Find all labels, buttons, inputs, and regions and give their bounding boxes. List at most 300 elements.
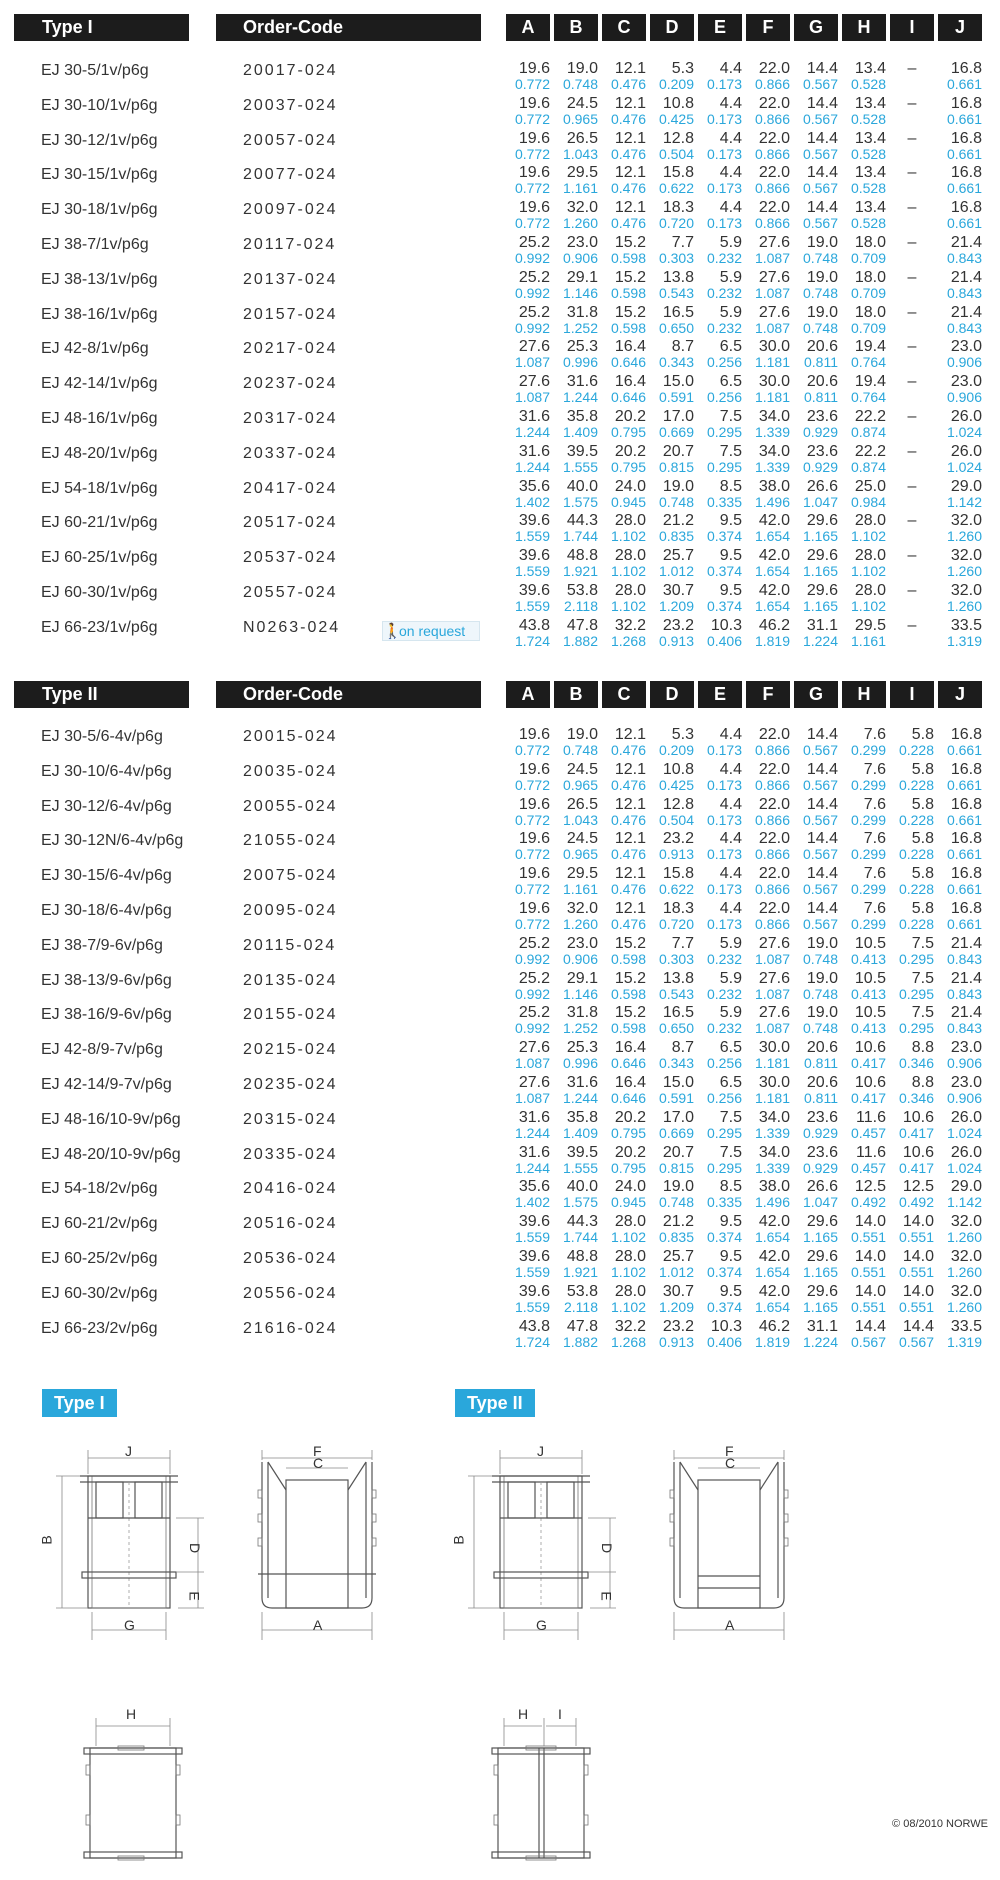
value-inch: 0.598 bbox=[610, 250, 646, 266]
value-mm: 19.6 bbox=[518, 129, 550, 147]
value-cell-g bbox=[794, 1145, 838, 1175]
value-mm: 28.0 bbox=[854, 547, 886, 565]
value-mm: 25.2 bbox=[518, 1004, 550, 1022]
value-cell-d bbox=[650, 797, 694, 827]
value-inch: 1.402 bbox=[514, 1194, 550, 1211]
value-inch: 0.772 bbox=[514, 742, 550, 758]
value-cell-c bbox=[602, 583, 646, 613]
value-inch: 0.295 bbox=[706, 458, 742, 475]
value-cell-g bbox=[794, 305, 838, 335]
value-cell-d bbox=[650, 305, 694, 335]
value-cell-i bbox=[890, 1214, 934, 1244]
value-cell-a bbox=[506, 479, 550, 509]
value-cell-h bbox=[842, 165, 886, 195]
value-cell-i bbox=[890, 270, 934, 300]
value-inch: 1.268 bbox=[610, 1333, 646, 1350]
value-cell-c bbox=[602, 165, 646, 195]
value-cell-a bbox=[506, 583, 550, 613]
value-inch: 0.748 bbox=[562, 76, 598, 92]
value-inch: 1.087 bbox=[754, 250, 790, 266]
type2-table-row bbox=[0, 1105, 1000, 1139]
value-mm: 15.0 bbox=[662, 1074, 694, 1091]
part-name: EJ 30-18/6-4v/p6g bbox=[41, 902, 172, 919]
value-cell-f bbox=[746, 797, 790, 827]
value-inch: 1.575 bbox=[562, 1194, 598, 1211]
value-mm: 31.6 bbox=[518, 408, 550, 425]
value-cell-b bbox=[554, 762, 598, 792]
value-cell-d bbox=[650, 200, 694, 230]
value-mm: 21.2 bbox=[662, 512, 694, 530]
value-cell-c bbox=[602, 971, 646, 1001]
type2-table-row bbox=[0, 931, 1000, 965]
value-mm: 25.0 bbox=[854, 477, 886, 495]
order-code: 20077-024 bbox=[243, 166, 338, 184]
value-cell-h bbox=[842, 583, 886, 613]
value-inch: 0.748 bbox=[802, 985, 838, 1002]
value-inch: 1.559 bbox=[514, 528, 550, 545]
value-cell-b bbox=[554, 409, 598, 439]
value-cell-b bbox=[554, 374, 598, 404]
value-cell-c bbox=[602, 548, 646, 578]
order-code: 20057-024 bbox=[243, 131, 338, 149]
value-mm: 22.0 bbox=[758, 830, 790, 848]
value-inch: 0.374 bbox=[706, 1264, 742, 1280]
value-cell-g bbox=[794, 1284, 838, 1314]
value-inch: 1.260 bbox=[946, 598, 982, 614]
value-cell-e bbox=[698, 866, 742, 896]
value-mm: 23.6 bbox=[806, 408, 838, 425]
value-inch: 0.906 bbox=[946, 1055, 982, 1072]
value-inch: 1.087 bbox=[754, 284, 790, 301]
value-inch: 1.496 bbox=[754, 493, 790, 510]
value-mm: 32.0 bbox=[950, 1282, 982, 1300]
value-mm: 25.2 bbox=[518, 934, 550, 952]
part-name: EJ 30-10/1v/p6g bbox=[41, 96, 158, 114]
value-inch: 0.929 bbox=[802, 1124, 838, 1141]
value-cell-i bbox=[890, 831, 934, 861]
value-inch: 1.402 bbox=[514, 493, 550, 510]
type2-table-row bbox=[0, 1174, 1000, 1211]
value-mm: 16.4 bbox=[614, 1074, 646, 1091]
value-inch: 0.709 bbox=[850, 319, 886, 336]
value-mm: 14.4 bbox=[806, 760, 838, 778]
value-inch: 0.551 bbox=[850, 1298, 886, 1315]
type2-col-header-j: J bbox=[938, 681, 982, 708]
value-inch: 0.232 bbox=[706, 284, 742, 301]
value-inch: 1.087 bbox=[754, 319, 790, 336]
value-cell-g bbox=[794, 200, 838, 230]
value-cell-e bbox=[698, 1075, 742, 1105]
value-mm: – bbox=[907, 164, 917, 182]
value-cell-g bbox=[794, 548, 838, 578]
value-mm: 31.6 bbox=[566, 1074, 598, 1091]
value-mm: 5.8 bbox=[911, 726, 934, 743]
type2-table-row bbox=[0, 1279, 1000, 1313]
value-cell-c bbox=[602, 409, 646, 439]
value-cell-h bbox=[842, 479, 886, 509]
value-mm: 10.8 bbox=[662, 760, 694, 778]
value-mm: 12.5 bbox=[902, 1178, 934, 1196]
value-inch: 0.992 bbox=[514, 1020, 550, 1037]
value-mm: 23.0 bbox=[950, 338, 982, 356]
value-mm: 29.5 bbox=[566, 865, 598, 883]
order-code: 20095-024 bbox=[243, 902, 338, 919]
part-name: EJ 42-14/1v/p6g bbox=[41, 375, 158, 393]
value-mm: 29.1 bbox=[566, 969, 598, 987]
value-mm: 14.4 bbox=[806, 900, 838, 917]
type1-order-code-header: Order-Code bbox=[216, 14, 481, 41]
value-mm: 5.8 bbox=[911, 795, 934, 813]
value-cell-c bbox=[602, 305, 646, 335]
value-inch: 0.622 bbox=[658, 881, 694, 898]
value-inch: 0.906 bbox=[946, 389, 982, 406]
value-mm: – bbox=[907, 582, 917, 599]
value-mm: 10.5 bbox=[854, 934, 886, 952]
value-inch: 0.591 bbox=[658, 1090, 694, 1106]
part-name: EJ 48-20/10-9v/p6g bbox=[41, 1145, 181, 1163]
value-cell-a bbox=[506, 513, 550, 543]
value-inch bbox=[890, 599, 934, 613]
value-inch: 0.906 bbox=[946, 354, 982, 371]
value-cell-b bbox=[554, 479, 598, 509]
value-mm: 5.8 bbox=[911, 830, 934, 848]
value-cell-f bbox=[746, 901, 790, 931]
value-cell-c bbox=[602, 61, 646, 91]
value-mm: 13.4 bbox=[854, 164, 886, 182]
value-mm: 19.0 bbox=[806, 234, 838, 251]
value-mm: 20.2 bbox=[614, 1143, 646, 1161]
value-cell-d bbox=[650, 762, 694, 792]
value-inch: 0.661 bbox=[946, 215, 982, 232]
value-cell-a bbox=[506, 374, 550, 404]
value-inch: 0.772 bbox=[514, 881, 550, 898]
value-inch: 0.748 bbox=[802, 1020, 838, 1037]
value-mm: 5.9 bbox=[719, 969, 742, 987]
value-mm: 28.0 bbox=[854, 512, 886, 530]
value-inch: 1.260 bbox=[946, 1229, 982, 1246]
value-cell-j bbox=[938, 61, 982, 91]
value-inch: 1.024 bbox=[946, 424, 982, 440]
type2-table-row bbox=[0, 792, 1000, 826]
value-mm: 4.4 bbox=[719, 164, 742, 182]
value-cell-e bbox=[698, 1249, 742, 1279]
value-mm: 20.6 bbox=[806, 1039, 838, 1057]
value-mm: – bbox=[907, 442, 917, 460]
value-cell-g bbox=[794, 583, 838, 613]
value-inch: 0.866 bbox=[754, 776, 790, 793]
value-inch: 1.575 bbox=[562, 493, 598, 510]
value-inch: 1.819 bbox=[754, 632, 790, 649]
value-mm: 12.1 bbox=[614, 164, 646, 182]
value-mm: 32.0 bbox=[950, 582, 982, 599]
value-cell-i bbox=[890, 936, 934, 966]
value-mm: 42.0 bbox=[758, 582, 790, 599]
value-cell-j bbox=[938, 200, 982, 230]
value-mm: 22.0 bbox=[758, 164, 790, 182]
value-inch: 0.815 bbox=[658, 1159, 694, 1176]
type1-col-header-h: H bbox=[842, 14, 886, 41]
value-inch: 1.102 bbox=[610, 1298, 646, 1315]
part-name: EJ 30-5/1v/p6g bbox=[41, 62, 149, 79]
value-cell-a bbox=[506, 200, 550, 230]
value-mm: 14.0 bbox=[854, 1248, 886, 1265]
value-inch: 1.181 bbox=[754, 1055, 790, 1072]
value-cell-f bbox=[746, 936, 790, 966]
value-mm: 43.8 bbox=[518, 1317, 550, 1335]
value-mm: 19.6 bbox=[518, 830, 550, 848]
value-inch: 0.795 bbox=[610, 458, 646, 475]
value-cell-g bbox=[794, 831, 838, 861]
value-inch: 0.598 bbox=[610, 319, 646, 336]
value-inch: 1.496 bbox=[754, 1194, 790, 1211]
value-mm: 26.0 bbox=[950, 408, 982, 425]
value-cell-h bbox=[842, 513, 886, 543]
value-mm: 25.2 bbox=[518, 303, 550, 321]
value-mm: 7.5 bbox=[911, 934, 934, 952]
value-inch: 1.087 bbox=[514, 1090, 550, 1106]
value-cell-c bbox=[602, 618, 646, 648]
value-mm: 28.0 bbox=[614, 547, 646, 565]
value-mm: 23.0 bbox=[566, 934, 598, 952]
value-cell-j bbox=[938, 762, 982, 792]
value-cell-h bbox=[842, 1075, 886, 1105]
value-inch: 0.374 bbox=[706, 1298, 742, 1315]
value-cell-g bbox=[794, 374, 838, 404]
value-cell-h bbox=[842, 1284, 886, 1314]
value-inch: 1.024 bbox=[946, 458, 982, 475]
value-cell-f bbox=[746, 1179, 790, 1209]
value-cell-e bbox=[698, 200, 742, 230]
value-mm: 25.7 bbox=[662, 547, 694, 565]
value-mm: 22.0 bbox=[758, 726, 790, 743]
value-inch: 1.161 bbox=[562, 881, 598, 898]
value-cell-h bbox=[842, 1110, 886, 1140]
value-cell-j bbox=[938, 971, 982, 1001]
value-inch: 1.102 bbox=[850, 598, 886, 614]
type1-table-row bbox=[0, 613, 1000, 647]
value-mm: 33.5 bbox=[950, 616, 982, 634]
type1-col-header-j: J bbox=[938, 14, 982, 41]
value-mm: 47.8 bbox=[566, 1317, 598, 1335]
value-inch: 0.669 bbox=[658, 424, 694, 440]
value-inch: 0.811 bbox=[804, 1055, 838, 1072]
value-mm: 19.0 bbox=[662, 1178, 694, 1196]
type1-col-header-d: D bbox=[650, 14, 694, 41]
value-mm: 44.3 bbox=[566, 1213, 598, 1231]
value-inch: 0.551 bbox=[850, 1264, 886, 1280]
value-cell-g bbox=[794, 1179, 838, 1209]
value-inch: 0.772 bbox=[514, 811, 550, 828]
value-mm: 11.6 bbox=[856, 1143, 886, 1161]
value-cell-i bbox=[890, 165, 934, 195]
value-cell-h bbox=[842, 1214, 886, 1244]
value-inch: 0.906 bbox=[562, 950, 598, 967]
type1-col-header-b: B bbox=[554, 14, 598, 41]
value-mm: 7.5 bbox=[911, 1004, 934, 1022]
value-inch: 0.303 bbox=[658, 250, 694, 266]
drawing-type2-label: Type II bbox=[455, 1389, 535, 1417]
value-cell-c bbox=[602, 339, 646, 369]
value-inch: 0.598 bbox=[610, 950, 646, 967]
value-inch: 0.476 bbox=[610, 145, 646, 162]
value-inch: 1.043 bbox=[562, 811, 598, 828]
value-mm: 9.5 bbox=[719, 1248, 742, 1265]
value-cell-a bbox=[506, 339, 550, 369]
value-mm: 4.4 bbox=[719, 830, 742, 848]
value-cell-b bbox=[554, 200, 598, 230]
value-inch: 0.232 bbox=[706, 950, 742, 967]
value-mm: 7.5 bbox=[719, 408, 742, 425]
type1-table-row bbox=[0, 404, 1000, 438]
value-mm: 22.0 bbox=[758, 900, 790, 917]
value-mm: 20.6 bbox=[806, 373, 838, 391]
value-inch: 0.866 bbox=[754, 145, 790, 162]
value-mm: 7.6 bbox=[863, 795, 886, 813]
value-cell-f bbox=[746, 866, 790, 896]
value-cell-j bbox=[938, 131, 982, 161]
value-cell-g bbox=[794, 762, 838, 792]
value-inch: 1.224 bbox=[802, 632, 838, 649]
value-cell-a bbox=[506, 1040, 550, 1070]
value-inch: 0.866 bbox=[754, 215, 790, 232]
value-mm: 8.8 bbox=[911, 1039, 934, 1057]
value-cell-f bbox=[746, 131, 790, 161]
value-mm: 39.6 bbox=[518, 582, 550, 599]
type2-table-row bbox=[0, 722, 1000, 756]
value-mm: – bbox=[907, 60, 917, 77]
value-cell-c bbox=[602, 1145, 646, 1175]
value-inch: 1.252 bbox=[562, 319, 598, 336]
value-inch: 0.992 bbox=[514, 985, 550, 1002]
value-inch: 1.102 bbox=[610, 1264, 646, 1280]
value-mm: 16.5 bbox=[662, 1004, 694, 1022]
value-cell-i bbox=[890, 583, 934, 613]
order-code: 20215-024 bbox=[243, 1041, 338, 1059]
part-name: EJ 30-15/1v/p6g bbox=[41, 166, 158, 184]
value-mm: 42.0 bbox=[758, 1282, 790, 1300]
value-cell-c bbox=[602, 901, 646, 931]
value-cell-e bbox=[698, 409, 742, 439]
value-inch: 0.256 bbox=[706, 389, 742, 406]
value-cell-d bbox=[650, 1319, 694, 1349]
value-inch: 0.457 bbox=[850, 1124, 886, 1141]
value-inch: 0.866 bbox=[754, 916, 790, 932]
value-cell-a bbox=[506, 444, 550, 474]
value-mm: 19.6 bbox=[518, 760, 550, 778]
value-cell-d bbox=[650, 936, 694, 966]
value-cell-j bbox=[938, 235, 982, 265]
value-mm: 25.2 bbox=[518, 268, 550, 286]
value-cell-h bbox=[842, 339, 886, 369]
value-cell-g bbox=[794, 96, 838, 126]
value-cell-a bbox=[506, 235, 550, 265]
value-cell-h bbox=[842, 61, 886, 91]
value-mm: 19.0 bbox=[566, 60, 598, 77]
value-mm: 42.0 bbox=[758, 512, 790, 530]
value-inch bbox=[890, 216, 934, 230]
value-cell-c bbox=[602, 831, 646, 861]
value-cell-g bbox=[794, 165, 838, 195]
value-cell-j bbox=[938, 1284, 982, 1314]
value-inch: 0.374 bbox=[706, 528, 742, 545]
value-inch: 0.709 bbox=[850, 250, 886, 266]
value-mm: 7.7 bbox=[671, 234, 694, 251]
order-code: 20536-024 bbox=[243, 1250, 338, 1267]
value-inch: 0.567 bbox=[802, 145, 838, 162]
value-mm: 24.5 bbox=[566, 830, 598, 848]
value-mm: 32.0 bbox=[566, 900, 598, 917]
value-cell-b bbox=[554, 61, 598, 91]
value-mm: 46.2 bbox=[758, 1317, 790, 1335]
part-name: EJ 60-30/2v/p6g bbox=[41, 1284, 158, 1302]
value-cell-c bbox=[602, 1214, 646, 1244]
value-cell-e bbox=[698, 270, 742, 300]
value-mm: 14.0 bbox=[854, 1282, 886, 1300]
value-inch: 0.256 bbox=[706, 1090, 742, 1106]
value-cell-j bbox=[938, 548, 982, 578]
value-cell-c bbox=[602, 1179, 646, 1209]
value-cell-a bbox=[506, 936, 550, 966]
value-cell-f bbox=[746, 165, 790, 195]
value-inch bbox=[890, 425, 934, 439]
part-name: EJ 42-8/1v/p6g bbox=[41, 340, 149, 358]
value-cell-a bbox=[506, 305, 550, 335]
value-mm: 5.9 bbox=[719, 268, 742, 286]
value-cell-a bbox=[506, 831, 550, 861]
value-cell-h bbox=[842, 1319, 886, 1349]
value-inch: 0.413 bbox=[850, 1020, 886, 1037]
value-cell-j bbox=[938, 479, 982, 509]
value-inch: 0.299 bbox=[850, 846, 886, 863]
value-mm: 30.7 bbox=[662, 582, 694, 599]
value-inch: 0.173 bbox=[706, 811, 742, 828]
type2-header: Type II bbox=[14, 681, 189, 708]
value-inch: 1.654 bbox=[754, 563, 790, 580]
value-cell-b bbox=[554, 339, 598, 369]
value-mm: 42.0 bbox=[758, 1213, 790, 1231]
value-inch: 0.913 bbox=[658, 632, 694, 649]
value-cell-e bbox=[698, 1214, 742, 1244]
value-mm: 7.6 bbox=[863, 830, 886, 848]
value-mm: 5.9 bbox=[719, 934, 742, 952]
value-mm: 15.2 bbox=[614, 268, 646, 286]
value-mm: 12.5 bbox=[854, 1178, 886, 1196]
value-inch: 0.299 bbox=[850, 776, 886, 793]
value-inch: 0.772 bbox=[514, 76, 550, 92]
value-inch: 0.425 bbox=[658, 776, 694, 793]
type1-table-row bbox=[0, 300, 1000, 334]
part-name: EJ 42-8/9-7v/p6g bbox=[41, 1041, 163, 1059]
value-mm: 19.0 bbox=[806, 1004, 838, 1022]
value-cell-e bbox=[698, 618, 742, 648]
value-inch: 0.661 bbox=[946, 180, 982, 197]
value-inch: 0.173 bbox=[706, 215, 742, 232]
value-cell-j bbox=[938, 270, 982, 300]
type2-col-header-g: G bbox=[794, 681, 838, 708]
value-inch: 1.319 bbox=[946, 632, 982, 649]
part-name: EJ 60-25/2v/p6g bbox=[41, 1250, 158, 1267]
value-cell-i bbox=[890, 1319, 934, 1349]
value-cell-a bbox=[506, 548, 550, 578]
value-cell-d bbox=[650, 235, 694, 265]
value-cell-j bbox=[938, 1319, 982, 1349]
part-name: EJ 30-12/6-4v/p6g bbox=[41, 797, 172, 815]
type1-side-view bbox=[258, 1450, 376, 1640]
value-cell-f bbox=[746, 1005, 790, 1035]
value-mm: 27.6 bbox=[758, 303, 790, 321]
value-cell-b bbox=[554, 305, 598, 335]
value-inch: 0.772 bbox=[514, 215, 550, 232]
